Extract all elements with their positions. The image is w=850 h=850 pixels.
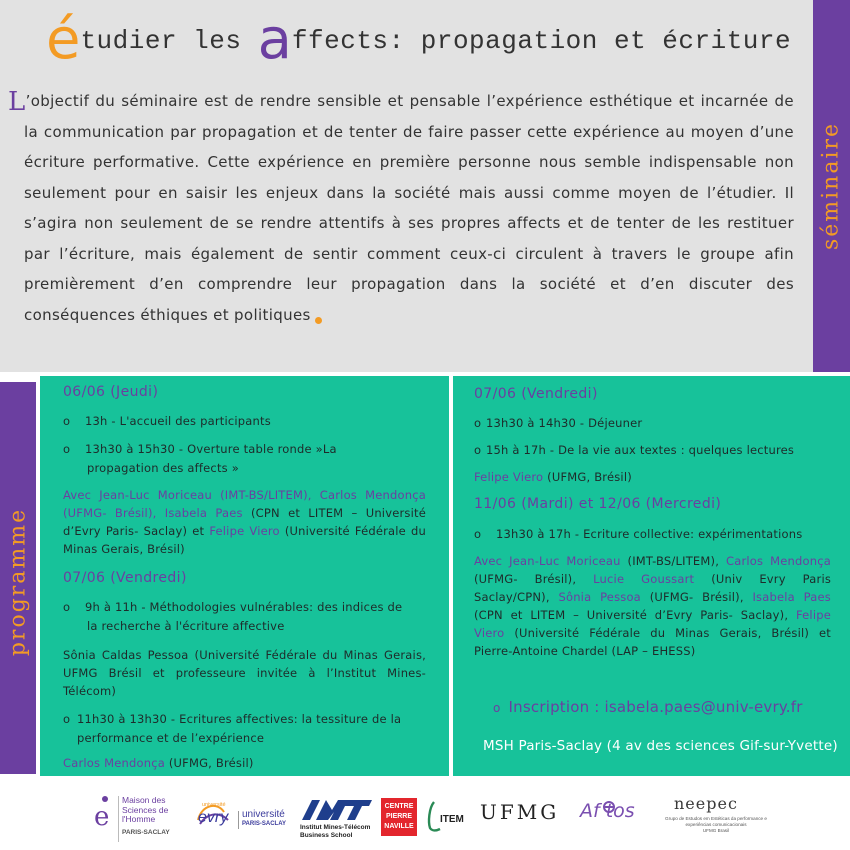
title-initial-a: a (257, 7, 292, 72)
list-item: o 13h - L'accueil des participants (63, 412, 433, 431)
participants-text: Avec Jean-Luc Moriceau (IMT-BS/LITEM), Carlos Mendonça (UFMG- Brésil), Isabela Paes (CPN et LITEM – Université d’Evry Paris- Saclay) et Felipe Viero (Université Fédérale du Minas Gerais, Brésil) (63, 488, 427, 556)
bullet: o (63, 600, 71, 614)
day-heading: 07/06 (Vendredi) (474, 386, 598, 402)
afetos-e-icon (602, 800, 616, 814)
seminaire-band (813, 0, 850, 372)
programme-label: programme (5, 507, 31, 657)
ufmg-logo: UFMG (480, 800, 560, 824)
msh-mark: e (94, 802, 110, 832)
bullet: o (63, 442, 71, 456)
divider (118, 796, 119, 842)
cpn-logo: CENTRE PIERRE NAVILLE (381, 798, 417, 836)
imt-logo: Institut Mines-Télécom Business School (300, 798, 376, 842)
afetos-logo: Af tos (580, 800, 635, 822)
divider (238, 811, 239, 829)
bullet: o (474, 443, 482, 457)
bullet: o (474, 527, 482, 541)
programme-left-panel (40, 376, 449, 776)
list-item: o 9h à 11h - Méthodologies vulnérables: des indices de la recherche à l'écriture affective (63, 600, 403, 633)
day-heading: 06/06 (Jeudi) (63, 384, 159, 400)
intro-section (0, 0, 813, 372)
list-item: o 13h30 à 17h - Ecriture collective: expérimentations (474, 525, 844, 544)
day-heading: 07/06 (Vendredi) (63, 570, 187, 586)
seminaire-label: séminaire (818, 121, 844, 251)
inscription-link[interactable]: o Inscription : isabela.paes@univ-evry.fr (493, 698, 803, 716)
bullet: o (63, 712, 71, 726)
programme-band (0, 382, 36, 774)
intro-text: ’objectif du séminaire est de rendre sensible et pensable l’expérience esthétique et incarnée de la communication par propagation et de tenter de faire passer cette expérience au moyen d’une écriture performative. Cette expérience en première personne nous semble indispensable non seulement pour en saisir les enjeux dans la société mais aussi comme moyen de l’étudier. Il s’agira non seulement de se rendre attentifs à ses propres affects et de tenter de les restituer par l’écriture, mais également de sentir comment ceux-ci circulent à travers le groupe afin premièrement d’en comprendre leur propagation dans la société et d’en discuter des conséquences éthiques et politiques (24, 92, 794, 324)
bullet: o (63, 414, 71, 428)
page-title (46, 7, 806, 82)
title-initial-e: é (46, 7, 81, 72)
participants-text: Felipe Viero (UFMG, Brésil) (474, 470, 632, 484)
participants-text: Avec Jean-Luc Moriceau (IMT-BS/LITEM), Carlos Mendonça (UFMG- Brésil), Lucie Goussart (Univ Evry Paris Saclay/CPN), Sônia Pessoa (UFMG- Brésil), Isabela Paes (CPN et LITEM – Université d’Evry Paris- Saclay), Felipe Viero (Université Fédérale du Minas Gerais, Brésil) et Pierre-Antoine Chardel (LAP – EHESS) (474, 554, 832, 658)
litem-logo: ITEM (426, 800, 470, 834)
imt-mark-icon (302, 798, 372, 822)
list-item: o 11h30 à 13h30 - Ecritures affectives: la tessiture de la performance et de l’expérience (63, 712, 402, 745)
bullet: o (493, 701, 501, 715)
orange-dot (315, 317, 322, 324)
msh-logo: e Maison des Sciences de l'Homme PARIS-SACLAY (88, 796, 178, 846)
participants-text: Carlos Mendonça (UFMG, Brésil) (63, 756, 254, 770)
venue-text: MSH Paris-Saclay (4 av des sciences Gif-sur-Yvette) (483, 738, 838, 754)
intro-paragraph (8, 86, 794, 330)
neepec-logo: neepec Grupo de Estudos em Estéticas da performance e experiências comunicacionais UFMG Brasil (665, 794, 767, 833)
title-part-2: ffects: propagation et écriture (291, 26, 792, 56)
intro-dropcap: L (8, 87, 26, 117)
day-heading: 11/06 (Mardi) et 12/06 (Mercredi) (474, 496, 722, 512)
programme-right-panel (453, 376, 850, 776)
participants-text: Sônia Caldas Pessoa (Université Fédérale du Minas Gerais, UFMG Brésil et professeure invitée à l’Institut Mines-Télécom) (63, 648, 426, 698)
title-part-1: tudier les (80, 26, 258, 56)
list-item: o 15h à 17h - De la vie aux textes : quelques lectures (474, 441, 844, 460)
list-item: o 13h30 à 14h30 - Déjeuner (474, 414, 834, 433)
partner-logos (0, 784, 850, 850)
bullet: o (474, 416, 482, 430)
list-item: o 13h30 à 15h30 - Overture table ronde »La propagation des affects » (63, 442, 337, 475)
evry-logo: université evry université PARIS-SACLAY (192, 798, 292, 838)
